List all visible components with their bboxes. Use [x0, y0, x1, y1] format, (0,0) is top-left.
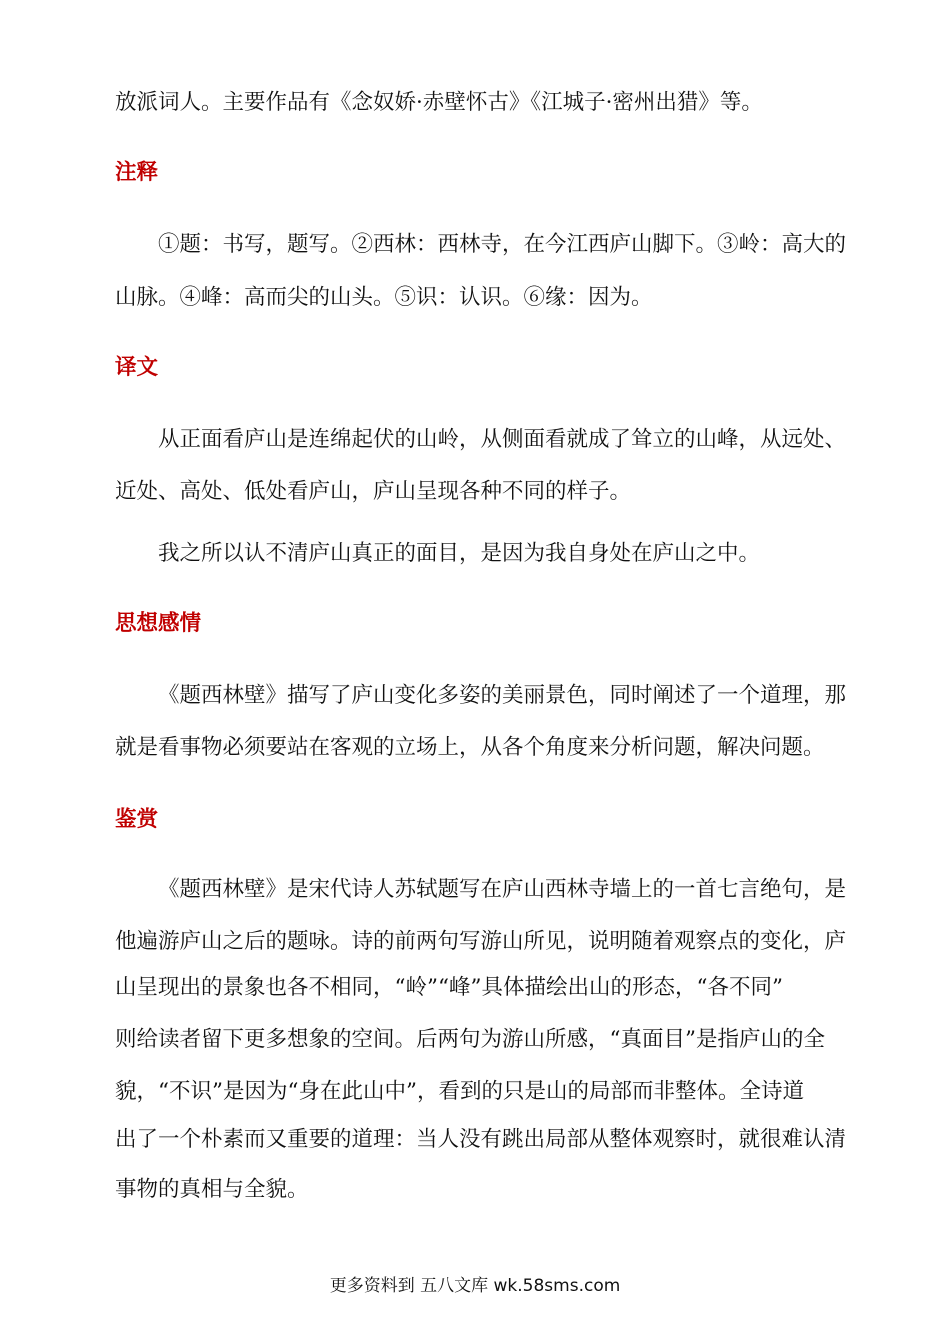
notes-line-1: ①题：书写，题写。②西林：西林寺，在今江西庐山脚下。③岭：高大的 — [158, 232, 847, 257]
translation-para1-line-2: 近处、高处、低处看庐山，庐山呈现各种不同的样子。 — [115, 479, 632, 504]
emotion-line-1: 《题西林壁》描写了庐山变化多姿的美丽景色，同时阐述了一个道理，那 — [158, 683, 847, 708]
notes-line-2: 山脉。④峰：高而尖的山头。⑤识：认识。⑥缘：因为。 — [115, 285, 653, 310]
appreciation-line-6: 出了一个朴素而又重要的道理：当人没有跳出局部从整体观察时，就很难认清 — [115, 1127, 847, 1152]
translation-heading: 译文 — [115, 355, 159, 380]
appreciation-heading: 鉴赏 — [115, 807, 159, 832]
appreciation-line-5: 貌，“不识”是因为“身在此山中”，看到的只是山的局部而非整体。全诗道 — [115, 1079, 804, 1104]
appreciation-line-3: 山呈现出的景象也各不相同，“岭”“峰”具体描绘出山的形态，“各不同” — [115, 975, 783, 1000]
appreciation-line-2: 他遍游庐山之后的题咏。诗的前两句写游山所见，说明随着观察点的变化，庐 — [115, 929, 847, 954]
appreciation-line-4: 则给读者留下更多想象的空间。后两句为游山所感，“真面目”是指庐山的全 — [115, 1027, 825, 1052]
appreciation-line-1: 《题西林壁》是宋代诗人苏轼题写在庐山西林寺墙上的一首七言绝句，是 — [158, 877, 847, 902]
intro-tail-line: 放派词人。主要作品有《念奴娇·赤壁怀古》《江城子·密州出猎》等。 — [115, 90, 763, 115]
footer-promo-text: 更多资料到 五八文库 wk.58sms.com — [329, 1276, 621, 1296]
translation-para1-line-1: 从正面看庐山是连绵起伏的山岭，从侧面看就成了耸立的山峰，从远处、 — [158, 427, 847, 452]
notes-heading: 注释 — [115, 160, 159, 185]
emotion-line-2: 就是看事物必须要站在客观的立场上，从各个角度来分析问题，解决问题。 — [115, 735, 825, 760]
emotion-heading: 思想感情 — [115, 611, 202, 636]
appreciation-line-7: 事物的真相与全貌。 — [115, 1177, 309, 1202]
translation-para2-line-1: 我之所以认不清庐山真正的面目，是因为我自身处在庐山之中。 — [158, 541, 761, 566]
